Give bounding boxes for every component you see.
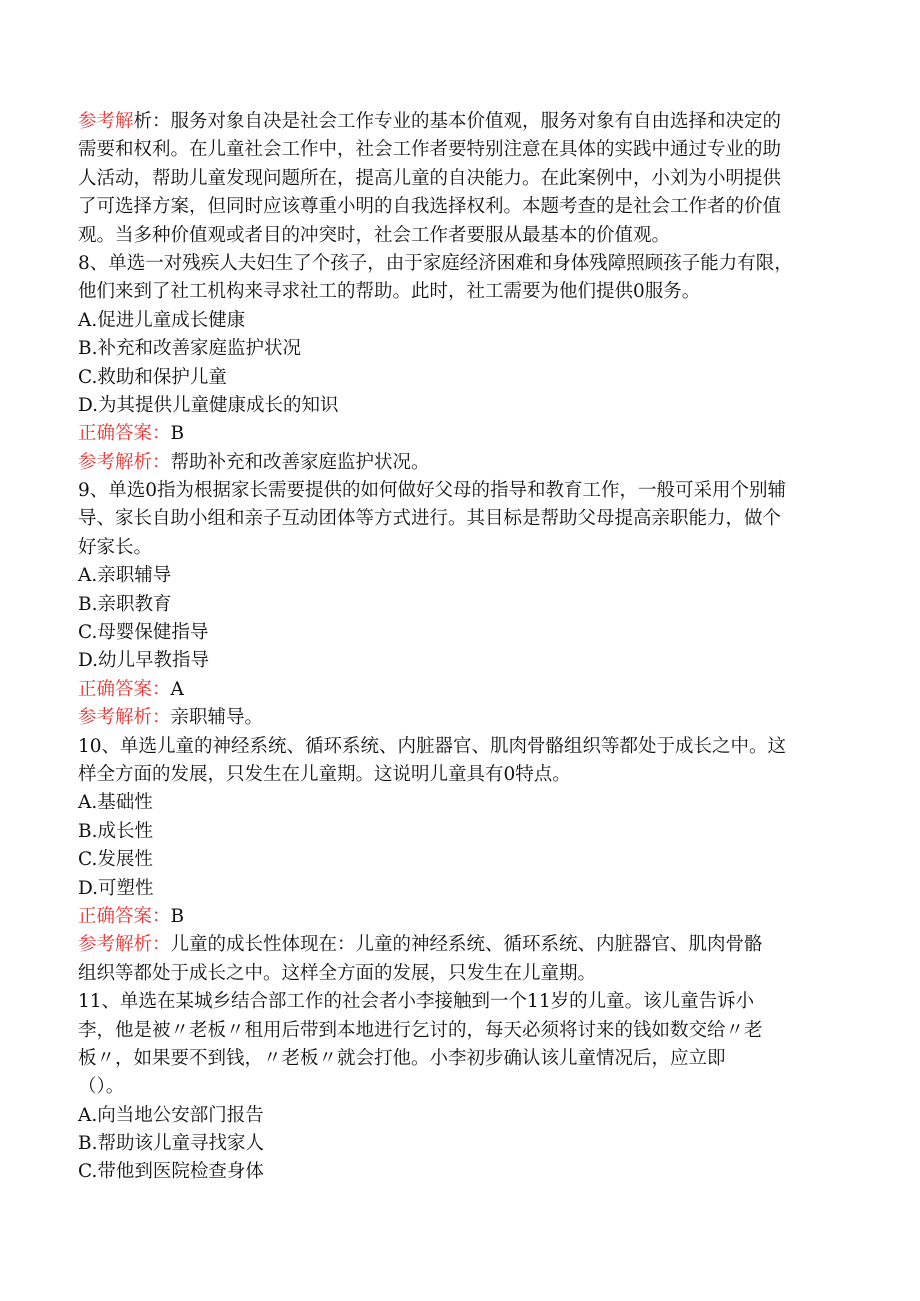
option-a: A.基础性 [78,792,153,814]
analysis-line: 组织等都处于成长之中。这样全方面的发展，只发生在儿童期。 [78,962,597,984]
answer-label: 正确答案： [78,423,171,445]
question-text-line: （）。 [78,1076,125,1098]
question-10 [78,733,848,989]
analysis-block-7 [78,108,848,250]
option-b: B.亲职教育 [78,593,172,615]
question-text-line: 8、单选一对残疾人夫妇生了个孩子，由于家庭经济困难和身体残障照顾孩子能力有限， [78,252,793,274]
option-c: C.带他到医院检查身体 [78,1161,264,1183]
question-text-line: 10、单选儿童的神经系统、循环系统、内脏器官、肌肉骨骼组织等都处于成长之中。这 [78,735,787,757]
analysis-line: 了可选择方案，但同时应该尊重小明的自我选择权利。本题考查的是社会工作者的价值 [78,196,782,218]
analysis-label: 参考解析： [78,451,171,473]
answer-label: 正确答案： [78,905,171,927]
option-a: A.亲职辅导 [78,565,172,587]
question-11 [78,988,848,1187]
option-c: C.救助和保护儿童 [78,366,227,388]
correct-answer [78,420,848,448]
analysis [78,704,848,732]
question-text-line: 他们来到了社工机构来寻求社工的帮助。此时，社工需要为他们提供0服务。 [78,281,701,303]
option-d: D.为其提供儿童健康成长的知识 [78,394,339,416]
analysis-text: 儿童的成长性体现在：儿童的神经系统、循环系统、内脏器官、肌肉骨骼 [170,934,763,956]
analysis-label: 参考解析： [78,707,171,729]
option-d: D.可塑性 [78,877,154,899]
analysis-text: 帮助补充和改善家庭监护状况。 [170,451,430,473]
analysis-line: 人活动，帮助儿童发现问题所在，提高儿童的自决能力。在此案例中，小刘为小明提供 [78,167,782,189]
analysis-text: 亲职辅导。 [170,707,264,729]
option-b: B.帮助该儿童寻找家人 [78,1133,264,1155]
analysis-line: 需要和权利。在儿童社会工作中，社会工作者要特别注意在具体的实践中通过专业的助 [78,139,782,161]
question-text-line: 导、家长自助小组和亲子互动团体等方式进行。其目标是帮助父母提高亲职能力，做个 [78,508,782,530]
question-text-line: 好家长。 [78,536,153,558]
answer-value: B [170,905,185,927]
option-a: A.促进儿童成长健康 [78,309,246,331]
analysis-line: 参考解析：服务对象自决是社会工作专业的基本价值观，服务对象有自由选择和决定的 [78,111,782,132]
question-text-line: 李，他是被〃老板〃租用后带到本地进行乞讨的，每天必须将讨来的钱如数交给〃老 [78,1019,763,1041]
option-c: C.母婴保健指导 [78,622,209,644]
question-text-line: 9、单选0指为根据家长需要提供的如何做好父母的指导和教育工作，一般可采用个别辅 [78,480,787,502]
correct-answer [78,903,848,931]
question-text-line: 11、单选在某城乡结合部工作的社会者小李接触到一个11岁的儿童。该儿童告诉小 [78,991,755,1013]
option-c: C.发展性 [78,849,153,871]
analysis-label-black: 析： [133,111,171,132]
document-page [78,108,848,1187]
option-b: B.补充和改善家庭监护状况 [78,338,301,360]
option-b: B.成长性 [78,820,153,842]
option-d: D.幼儿早教指导 [78,650,210,672]
analysis [78,931,848,959]
answer-value: B [170,423,185,445]
analysis-label: 参考解析： [78,934,171,956]
analysis [78,449,848,477]
analysis-line: 观。当多种价值观或者目的冲突时，社会工作者要服从最基本的价值观。 [78,224,671,246]
option-a: A.向当地公安部门报告 [78,1104,264,1126]
correct-answer [78,676,848,704]
question-text-line: 板〃，如果要不到钱，〃老板〃就会打他。小李初步确认该儿童情况后，应立即 [78,1047,726,1069]
question-9 [78,477,848,733]
answer-label: 正确答案： [78,678,171,700]
question-8 [78,250,848,477]
analysis-label-red: 参考解 [78,111,134,132]
question-text-line: 样全方面的发展，只发生在儿童期。这说明儿童具有0特点。 [78,763,571,785]
answer-value: A [170,678,184,700]
